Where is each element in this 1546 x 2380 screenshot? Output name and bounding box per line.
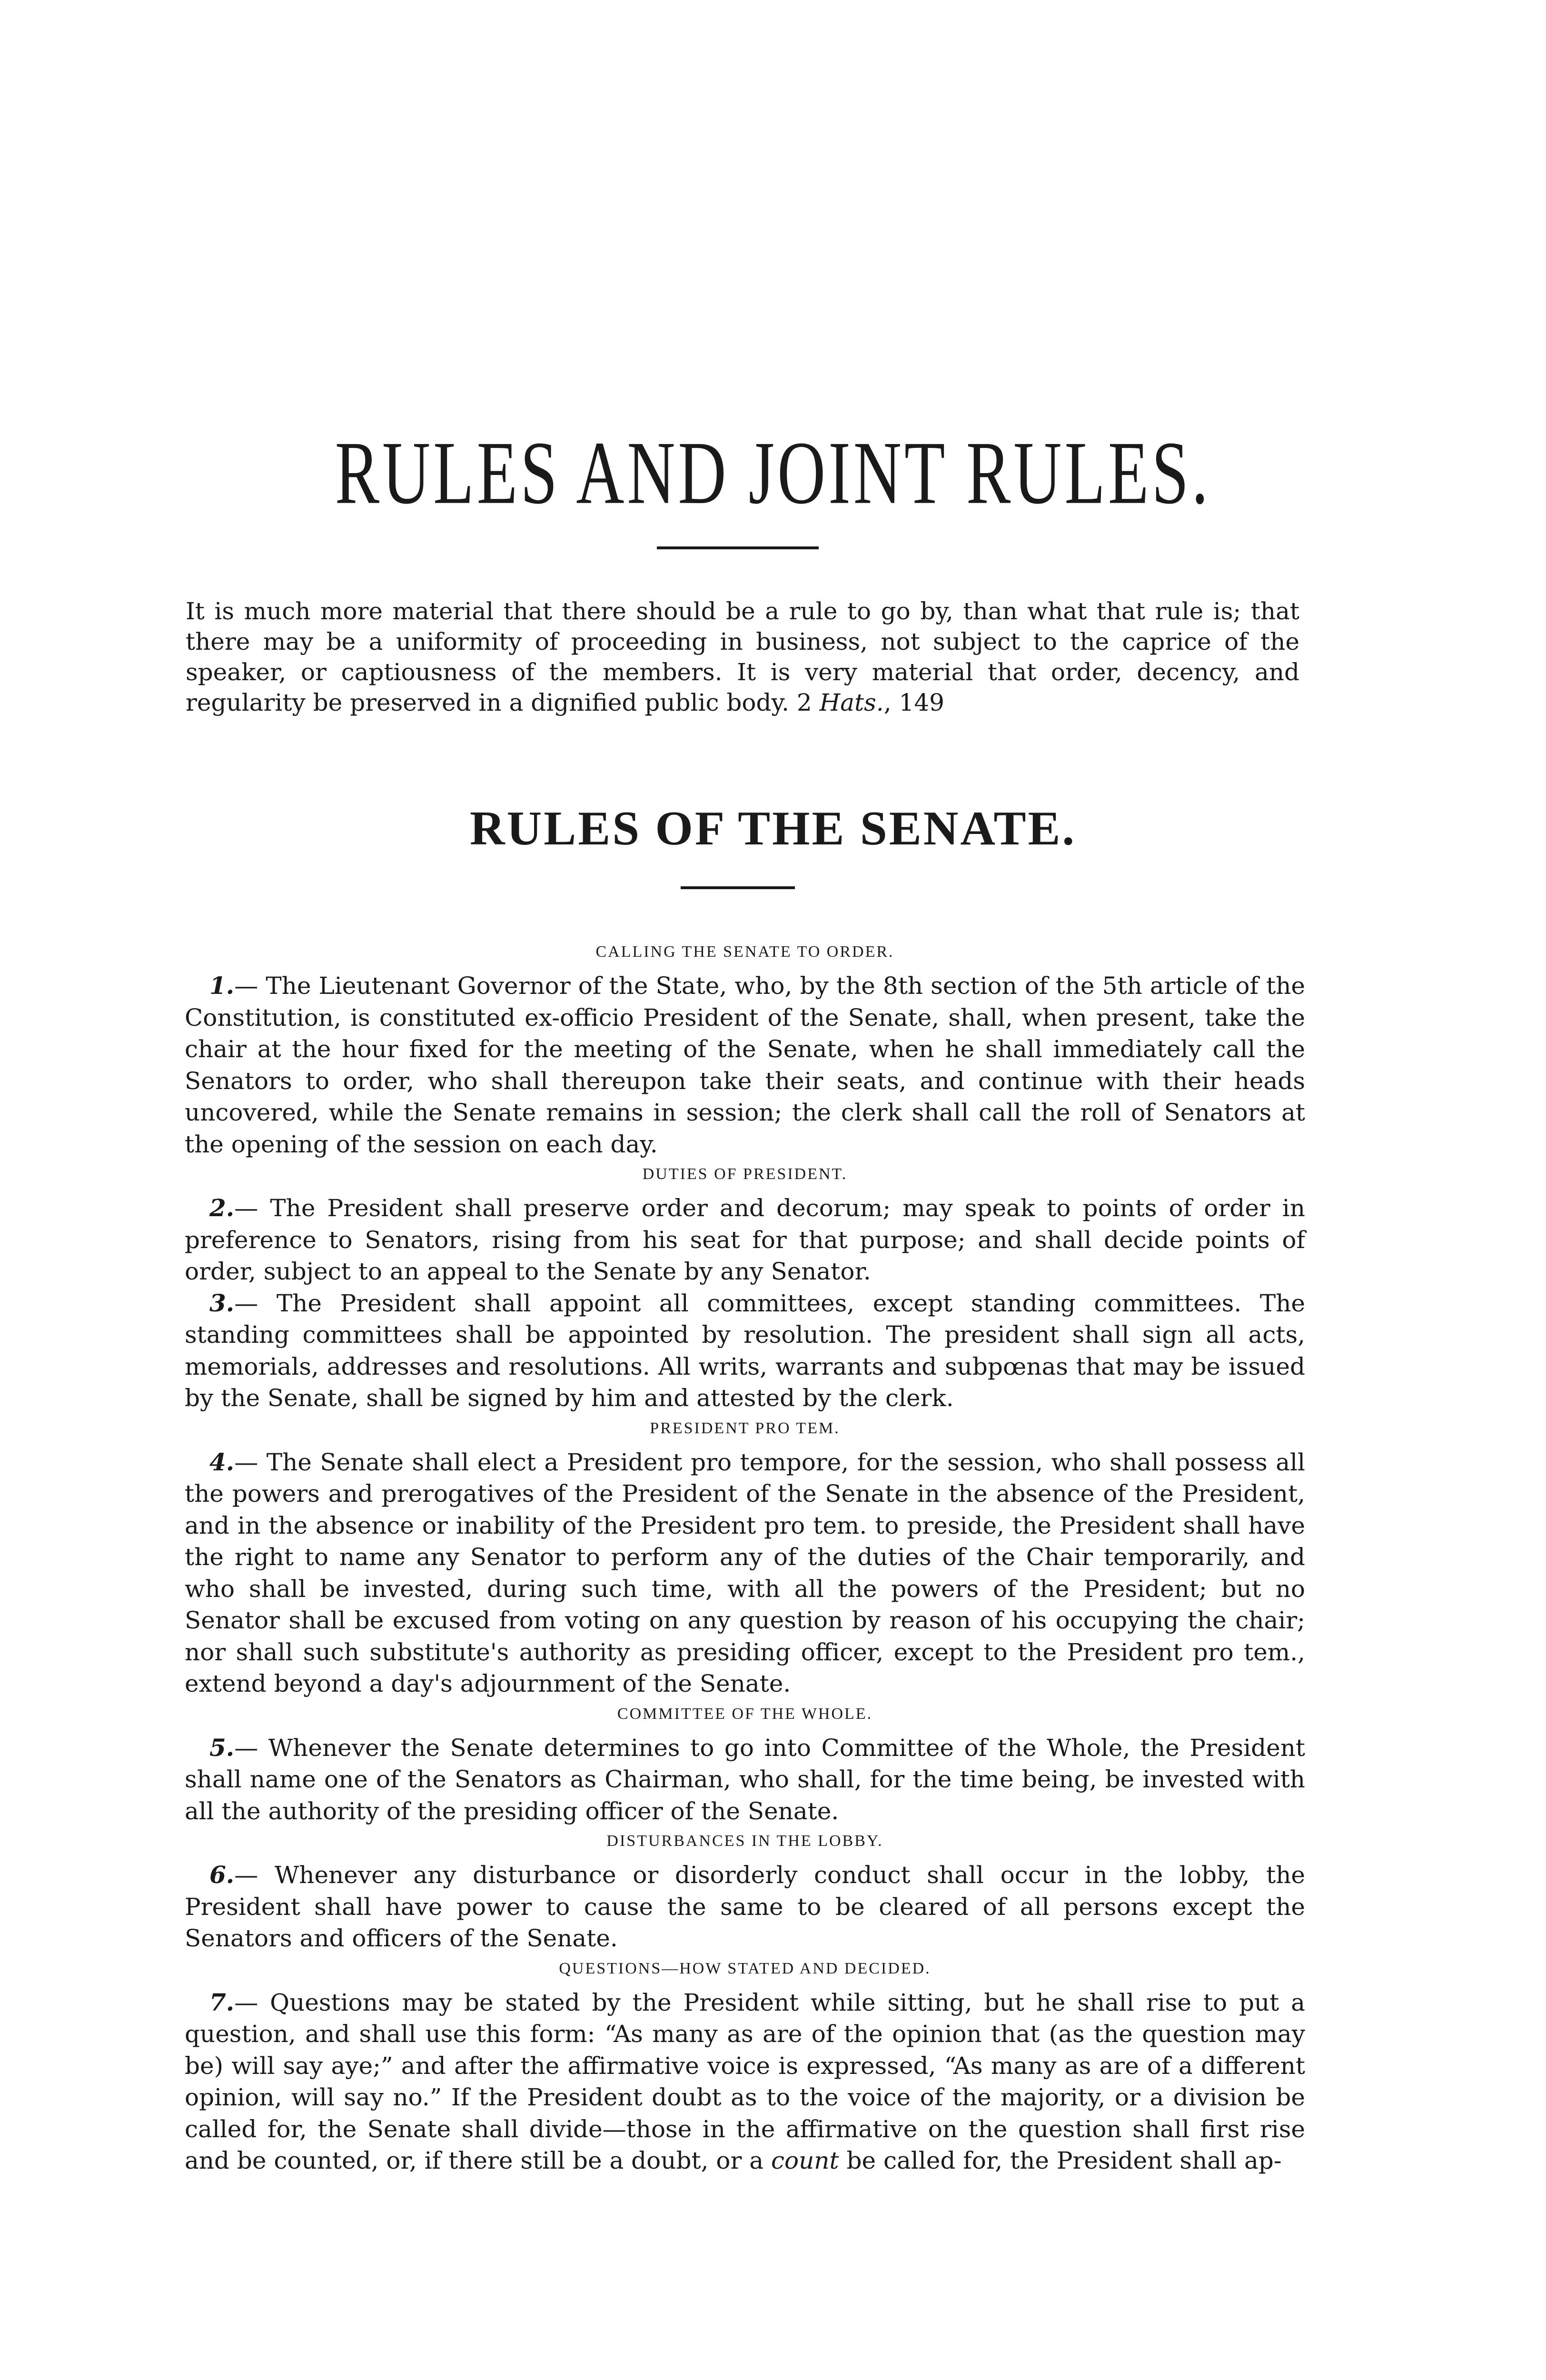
rule-number: 5. bbox=[209, 1733, 235, 1762]
section-heading: QUESTIONS—HOW STATED AND DECIDED. bbox=[559, 1959, 931, 1977]
rule-text: Whenever the Senate determines to go into Committee of the Whole, the President shall name one of the Senators as Chairman, who shall, for the time being, be invested with all the authority of the presiding officer of the Senate. bbox=[185, 1734, 1305, 1825]
section-heading: DISTURBANCES IN THE LOBBY. bbox=[606, 1832, 883, 1850]
epigraph-citation-page: , 149 bbox=[883, 689, 944, 716]
rule-number: 2. bbox=[209, 1194, 235, 1222]
rule-italic-word: count bbox=[771, 2147, 839, 2174]
rule-paragraph: 2.— The President shall preserve order and decorum; may speak to points of order in preference to Senators, rising from his seat for that purpose; and shall decide points of order, subject to an appeal to the Senate by any Senator. bbox=[185, 1194, 1305, 1285]
section-heading: COMMITTEE OF THE WHOLE. bbox=[617, 1705, 873, 1723]
rule-number: 7. bbox=[209, 1988, 235, 2016]
epigraph-citation-source: Hats. bbox=[819, 689, 884, 716]
section-divider bbox=[681, 886, 795, 889]
rule-number: 4. bbox=[209, 1448, 235, 1476]
section-heading: CALLING THE SENATE TO ORDER. bbox=[595, 943, 894, 961]
section-heading: PRESIDENT PRO TEM. bbox=[650, 1419, 840, 1437]
rule-number: 6. bbox=[209, 1861, 235, 1889]
rule-paragraph: 5.— Whenever the Senate determines to go into Committee of the Whole, the President shall name one of the Senators as Chairman, who shall, for the time being, be invested with all the authority of the presiding officer of the Senate. bbox=[185, 1733, 1305, 1825]
rule-text: The President shall preserve order and decorum; may speak to points of order in preference to Senators, rising from his seat for that purpose; and shall decide points of order, subject to an appeal to the Senate by any Senator. bbox=[185, 1194, 1305, 1285]
epigraph bbox=[186, 596, 1299, 718]
page-title: RULES AND JOINT RULES. bbox=[335, 423, 1211, 523]
rules-body bbox=[185, 938, 1305, 2177]
epigraph-text: It is much more material that there should be a rule to go by, than what that rule is; that there may be a uniformity of proceeding in business, not subject to the caprice of the speaker, or captiousness of the members. It is very material that order, decency, and regularity be preserved in a dignified public body. 2 bbox=[186, 597, 1299, 716]
rule-text: The Senate shall elect a President pro tempore, for the session, who shall possess all the powers and prerogatives of the President of the Senate in the absence of the President, and in the absence or inability of the President pro tem. to preside, the President shall have the right to name any Senator to perform any of the duties of the Chair temporarily, and who shall be invested, during such time, with all the powers of the President; but no Senator shall be excused from voting on any question by reason of his occupying the chair; nor shall such substitute's authority as presiding officer, except to the President pro tem., extend beyond a day's adjournment of the Senate. bbox=[185, 1448, 1305, 1697]
rule-paragraph: 4.— The Senate shall elect a President pro tempore, for the session, who shall possess all the powers and prerogatives of the President of the Senate in the absence of the President, and in the absence or inability of the President pro tem. to preside, the President shall have the right to name any Senator to perform any of the duties of the Chair temporarily, and who shall be invested, during such time, with all the powers of the President; but no Senator shall be excused from voting on any question by reason of his occupying the chair; nor shall such substitute's authority as presiding officer, except to the President pro tem., extend beyond a day's adjournment of the Senate. bbox=[185, 1448, 1305, 1697]
section-heading: DUTIES OF PRESIDENT. bbox=[642, 1165, 848, 1183]
title-divider bbox=[657, 546, 819, 549]
rule-paragraph: 6.— Whenever any disturbance or disorderly conduct shall occur in the lobby, the President shall have power to cause the same to be cleared of all persons except the Senators and officers of the Senate. bbox=[185, 1861, 1305, 1952]
rule-number: 3. bbox=[209, 1289, 235, 1317]
rule-number: 1. bbox=[209, 972, 235, 1000]
rule-text: Questions may be stated by the President while sitting, but he shall rise to put a question, and shall use this form: “As many as are of the opinion that (as the question may be) will say aye;” and after the affirmative voice is expressed, “As many as are of a different opinion, will say no.” If the President doubt as to the voice of the majority, or a division be called for, the Senate shall divide—those in the affirmative on the question shall first rise and be counted, or, if there still be a doubt, or a bbox=[185, 1988, 1305, 2174]
section-title: RULES OF THE SENATE. bbox=[469, 802, 1077, 855]
rule-text: The Lieutenant Governor of the State, who, by the 8th section of the 5th article of the Constitution, is constituted ex-officio President of the Senate, shall, when present, take the chair at the hour fixed for the meeting of the Senate, when he shall immediately call the Senators to order, who shall thereupon take their seats, and continue with their heads uncovered, while the Senate remains in session; the clerk shall call the roll of Senators at the opening of the session on each day. bbox=[185, 972, 1305, 1158]
rule-paragraph: 1.— The Lieutenant Governor of the State, who, by the 8th section of the 5th article of the Constitution, is constituted ex-officio President of the Senate, shall, when present, take the chair at the hour fixed for the meeting of the Senate, when he shall immediately call the Senators to order, who shall thereupon take their seats, and continue with their heads uncovered, while the Senate remains in session; the clerk shall call the roll of Senators at the opening of the session on each day. bbox=[185, 972, 1305, 1158]
rule-text: The President shall appoint all committees, except standing committees. The standing committees shall be appointed by resolution. The president shall sign all acts, memorials, addresses and resolutions. All writs, warrants and subpœnas that may be issued by the Senate, shall be signed by him and attested by the clerk. bbox=[185, 1289, 1305, 1412]
rule-text: Whenever any disturbance or disorderly conduct shall occur in the lobby, the President shall have power to cause the same to be cleared of all persons except the Senators and officers of the Senate. bbox=[185, 1861, 1305, 1952]
rule-paragraph: 7.— Questions may be stated by the President while sitting, but he shall rise to put a question, and shall use this form: “As many as are of the opinion that (as the question may be) will say aye;” and after the affirmative voice is expressed, “As many as are of a different opinion, will say no.” If the President doubt as to the voice of the majority, or a division be called for, the Senate shall divide—those in the affirmative on the question shall first rise and be counted, or, if there still be a doubt, or a count be called for, the President shall ap- bbox=[185, 1988, 1305, 2174]
rule-paragraph: 3.— The President shall appoint all committees, except standing committees. The standing committees shall be appointed by resolution. The president shall sign all acts, memorials, addresses and resolutions. All writs, warrants and subpœnas that may be issued by the Senate, shall be signed by him and attested by the clerk. bbox=[185, 1289, 1305, 1412]
rule-text-tail: be called for, the President shall ap- bbox=[839, 2147, 1282, 2174]
